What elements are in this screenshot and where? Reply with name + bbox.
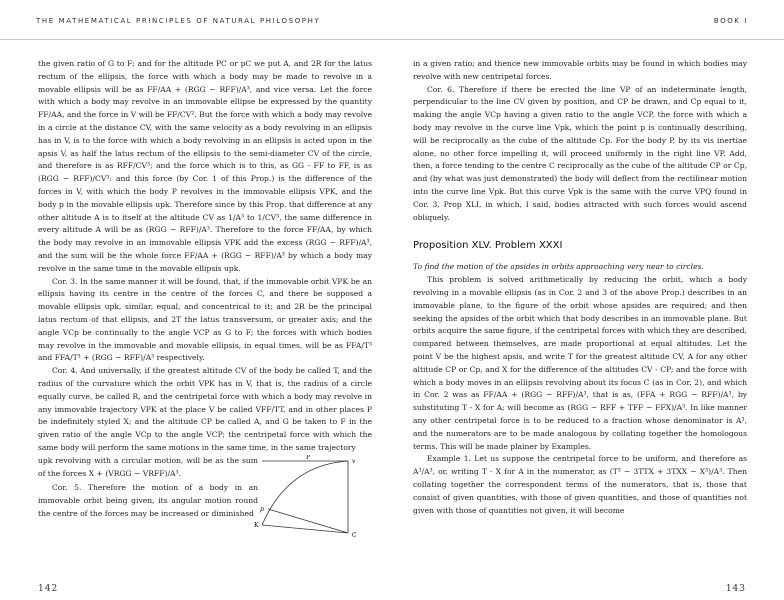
label-v: v xyxy=(352,457,356,465)
page-number-left: 142 xyxy=(38,584,59,594)
label-c: C xyxy=(352,531,357,539)
left-paragraph-1: the given ratio of G to F; and for the altitude PC or pC we put A, and 2R for the latus rectum of the ellipsis, the force with which a body may be made to revolve in a movable ellipsis will be as FF/AA + (RGG − RFF)/A³, and vice versa. Let the force with which a body may revolve in an immovable ellipse be expressed by the quantity FF/AA, and the force in V will be FF/CV². But the force with which a body may revolve in a circle at the distance CV, with the same velocity as a body revolving in an ellipsis has in V, is to the force with which a body revolving in an ellipsis is acted upon in the apsis V, as half the latus rectum of the ellipsis to the semi-diameter CV of the circle, and therefore is as RFF/CV³; and the force which is to this, as GG - FF to FF, is as (RGG − RFF)/CV³: and this force (by Cor. 1 of this Prop.) is the difference of the forces in V, with which the body P revolves in the immovable ellipsis VPK, and the body p in the movable ellipsis upk. Therefore since by this Prop. that difference at any other altitude A is to itself at the altitude CV as 1/A³ to 1/CV³, the same difference in every altitude A will be as (RGG − RFF)/A³. Therefore to the force FF/AA, by which the body may revolve in an immovable ellipsis VPK add the excess (RGG − RFF)/A³, and the sum will be the whole force FF/AA + (RGG − RFF)/A³ by which a body may revolve in the same time in the movable ellipsis upk. xyxy=(38,59,372,273)
proposition-subheading: To find the motion of the apsides in orbits approaching very near to circles. xyxy=(413,262,704,272)
right-paragraph-solution: This problem is solved arithmetically by reducing the orbit, which a body revolving in a movable ellipsis (as in Cor. 2 and 3 of the above Prop.) describes in an immovable plane, to the figure of the orbit whose apsides are required; and then seeking the apsides of the orbit which that body describes in an immovable plane. But orbits acquire the same figure, if the centripetal forces with which they are described, compared between themselves, are made proportional at equal altitudes. Let the point V be the highest apsis, and write T for the greatest altitude CV, A for any other altitude CP or Cp, and X for the difference of the altitudes CV - CP; and the force with which a body moves in an ellipsis revolving about its focus C (as in Cor. 2), and which in Cor. 2 was as FF/AA + (RGG − RFF)/A³, that is as, (FFA + RGG − RFF)/A³, by substituting T - X for A; will become as (RGG − RFF + TFF − FFX)/A³. In like manner any other centripetal force is to be reduced to a fraction whose denominator is A³, and the numerators are to be made analogous by collating together the homologous terms. This will be made plainer by Examples. xyxy=(413,275,747,451)
label-p: P xyxy=(306,454,311,461)
label-p-small: p xyxy=(260,505,264,513)
right-paragraph-cor6: Cor. 6. Therefore if there be erected the line VP of an indeterminate length, perpendicular to the line CV given by position, and CP be drawn, and Cp equal to it, making the angle VCp having a given ratio to the angle VCP, the force with which a body may revolve in the curve line Vpk, which the point p is continually describing, will be reciprocally as the cube of the altitude Cp. For the body P, by its vis inertiae alone, no other force impelling it, will proceed uniformly in the right line VP. Add, then, a force tending to the centre C reciprocally as the cube of the altitude CP or Cp, and (by what was just demonstrated) the body will deflect from the rectilinear motion into the curve line Vpk. But this curve Vpk is the same with the curve VPQ found in Cor. 3, Prop XLI, in which, I said, bodies attracted with such forces would ascend obliquely. xyxy=(413,84,747,222)
running-title: THE MATHEMATICAL PRINCIPLES OF NATURAL PHILOSOPHY xyxy=(36,17,321,25)
left-page xyxy=(38,58,372,563)
label-k: K xyxy=(254,521,259,529)
left-paragraph-cor4: Cor. 4. And universally, if the greatest altitude CV of the body be called T, and the radius of the curvature which the orbit VPK has in V, that is, the radius of a circle equally curve, be called R, and the centripetal force with which a body may revolve in any immovable trajectory VPK at the place V be called VFF/TT, and in other places P be indefinitely styled X; and the altitude CP be called A, and G be taken to F in the given ratio of the angle VCp to the angle VCP; the centripetal force with which the same body will perform the same motions in the same time, in the same trajectory xyxy=(38,366,372,452)
left-paragraph-cor3: Cor. 3. In the same manner it will be found, that, if the immovable orbit VPK be an ellipsis having its centre in the centre of the forces C, and there be supposed a movable ellipsis upk, similar, equal, and concentrical to it; and 2R be the principal latus rectum of that ellipsis, and 2T the latus transversum, or greater axis; and the angle VCp be continually to the angle VCP as G to F; the forces with which bodies may revolve in the immovable and movable ellipsis, in equal times, will be as FFA/T³ and FFA/T³ + (RGG − RFF)/A³ respectively. xyxy=(38,276,372,363)
left-paragraph-cor5: Cor. 5. Therefore the motion of a body in an immovable orbit being given, its angular motion round the centre of the forces may be increased or diminished xyxy=(38,483,258,518)
proposition-heading: Proposition XLV. Problem XXXI xyxy=(413,240,563,252)
page-header xyxy=(0,0,784,40)
figure-block xyxy=(38,455,372,547)
orbit-diagram xyxy=(248,455,368,543)
right-page xyxy=(413,58,747,563)
right-paragraph-1: in a given ratio; and thence new immovable orbits may be found in which bodies may revolve with new centripetal forces. xyxy=(413,59,747,81)
book-label: BOOK I xyxy=(713,17,748,25)
right-paragraph-example1: Example 1. Let us suppose the centripetal force to be uniform, and therefore as A³/A³, or, writing T - X for A in the numerator, as (T³ − 3TTX + 3TXX − X³)/A³. Then collating together the correspondent terms of the numerators, that is, those that consist of given quantities, with those of given quantities, and those of quantities not given with those of quantities not given, it will become xyxy=(413,454,747,515)
page-number-right: 143 xyxy=(725,584,746,594)
left-paragraph-cor4-end: upk revolving with a circular motion, will be as the sum of the forces X + (VRGG − VRFF)/A³. xyxy=(38,455,258,478)
